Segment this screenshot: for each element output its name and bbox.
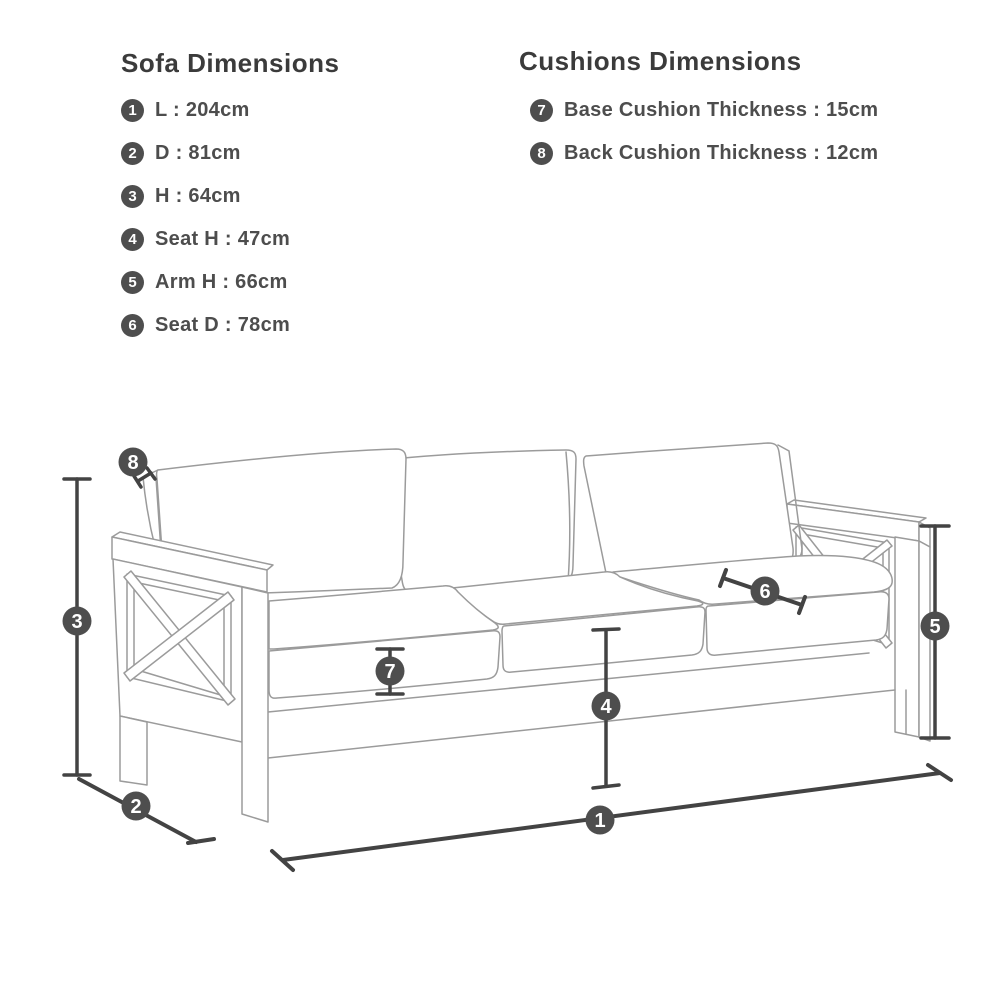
- marker-badge-6: [751, 577, 780, 606]
- svg-text:7: 7: [384, 661, 396, 683]
- right-arm-post-side: [919, 541, 930, 741]
- sofa-dimensions-title: Sofa Dimensions: [121, 48, 340, 78]
- item-label: L : 204cm: [155, 99, 250, 121]
- left-arm-front-stile: [242, 587, 268, 822]
- item-number-badge: 3: [121, 185, 144, 208]
- svg-text:8: 8: [127, 452, 139, 474]
- item-label: D : 81cm: [155, 142, 241, 164]
- item-number-badge: 6: [121, 314, 144, 337]
- marker-badge-7: [376, 657, 405, 686]
- item-label: Seat D : 78cm: [155, 314, 291, 336]
- item-label: Arm H : 66cm: [155, 271, 288, 293]
- svg-text:1: 1: [594, 810, 606, 832]
- left-arm: [112, 532, 273, 822]
- svg-text:6: 6: [759, 581, 771, 603]
- marker-badge-4: [592, 692, 621, 721]
- sofa-drawing: [112, 443, 930, 822]
- marker-badge-3: [63, 607, 92, 636]
- item-number-badge: 5: [121, 271, 144, 294]
- item-label: Back Cushion Thickness : 12cm: [564, 142, 879, 164]
- item-label: H : 64cm: [155, 185, 241, 207]
- back-cushion-2: [383, 450, 576, 592]
- right-arm-post: [895, 537, 919, 737]
- item-label: Base Cushion Thickness : 15cm: [564, 99, 879, 121]
- item-number-badge: 2: [121, 142, 144, 165]
- bottom-stretcher-rail: [268, 690, 895, 758]
- marker-badge-2: [122, 792, 151, 821]
- cushions-dimensions-title: Cushions Dimensions: [519, 46, 802, 76]
- marker-badge-1: [586, 806, 615, 835]
- item-number-badge: 1: [121, 99, 144, 122]
- item-number-badge: 4: [121, 228, 144, 251]
- item-number-badge: 8: [530, 142, 553, 165]
- svg-text:2: 2: [130, 796, 142, 818]
- left-arm-back-leg: [120, 716, 147, 785]
- marker-badge-8: [119, 448, 148, 477]
- item-number-badge: 7: [530, 99, 553, 122]
- svg-text:4: 4: [600, 696, 612, 718]
- svg-text:3: 3: [71, 611, 83, 633]
- item-label: Seat H : 47cm: [155, 228, 291, 250]
- marker-badge-5: [921, 612, 950, 641]
- svg-text:5: 5: [929, 616, 941, 638]
